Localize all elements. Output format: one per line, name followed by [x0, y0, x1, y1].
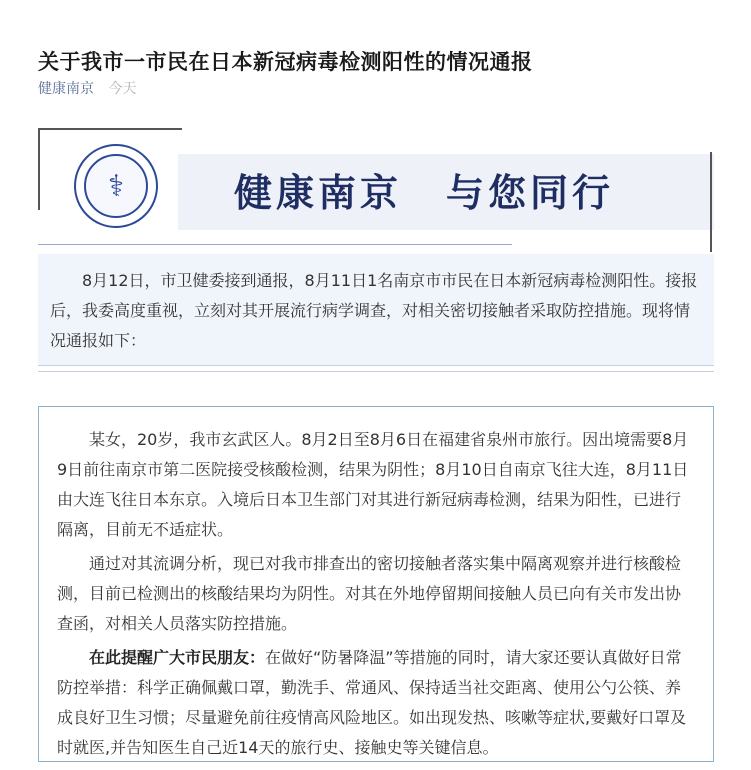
article-title: 关于我市一市民在日本新冠病毒检测阳性的情况通报 [38, 50, 533, 75]
banner-underline [38, 244, 512, 245]
seal-emblem-icon: ⚕ [84, 154, 148, 218]
intro-paragraph: 8月12日，市卫健委接到通报，8月11日1名南京市市民在日本新冠病毒检测阳性。接报后，我委高度重视，立刻对其开展流行病学调查，对相关密切接触者采取防控措施。现将情况通报如下： [50, 271, 698, 350]
notice-box [38, 406, 714, 762]
banner-frame-top [38, 128, 182, 130]
article-meta [38, 78, 136, 98]
notice-paragraph-case: 某女，20岁，我市玄武区人。8月2日至8月6日在福建省泉州市旅行。因出境需要8月9日前往南京市第二医院接受核酸检测，结果为阴性；8月10日自南京飞往大连，8月11日由大连飞往日本东京。入境后日本卫生部门对其进行新冠病毒检测，结果为阳性，已进行隔离，目前无不适症状。 [57, 430, 689, 539]
intro-section [38, 254, 714, 366]
banner-slogan [234, 162, 614, 217]
publish-date: 今天 [108, 81, 137, 97]
reminder-text: 在做好“防暑降温”等措施的同时，请大家还要认真做好日常防控举措：科学正确佩戴口罩，勤洗手、常通风、保持适当社交距离、使用公勺公筷、养成良好卫生习惯；尽量避免前往疫情高风险地区。如出现发热、咳嗽等症状,要戴好口罩及时就医,并告知医生自己近14天的旅行史、接触史等关键信息。 [57, 648, 687, 757]
notice-paragraph-reminder [39, 643, 713, 763]
header-banner [38, 128, 714, 250]
slogan-right: 与您同行 [446, 171, 615, 215]
intro-rule [38, 365, 714, 366]
banner-frame-right [710, 152, 712, 252]
notice-paragraph-tracing: 通过对其流调分析，现已对我市排查出的密切接触者落实集中隔离观察并进行核酸检测，目前已检测出的核酸结果均为阴性。对其在外地停留期间接触人员已向有关市发出协查函，对相关人员落实防控措施。 [57, 554, 682, 633]
slogan-left: 健康南京 [234, 171, 403, 215]
reminder-lead: 在此提醒广大市民朋友： [89, 648, 266, 667]
intro-rule-under [38, 371, 714, 372]
caduceus-seal-icon [74, 144, 158, 228]
account-name-link[interactable]: 健康南京 [38, 81, 94, 97]
banner-frame-left [38, 128, 40, 210]
